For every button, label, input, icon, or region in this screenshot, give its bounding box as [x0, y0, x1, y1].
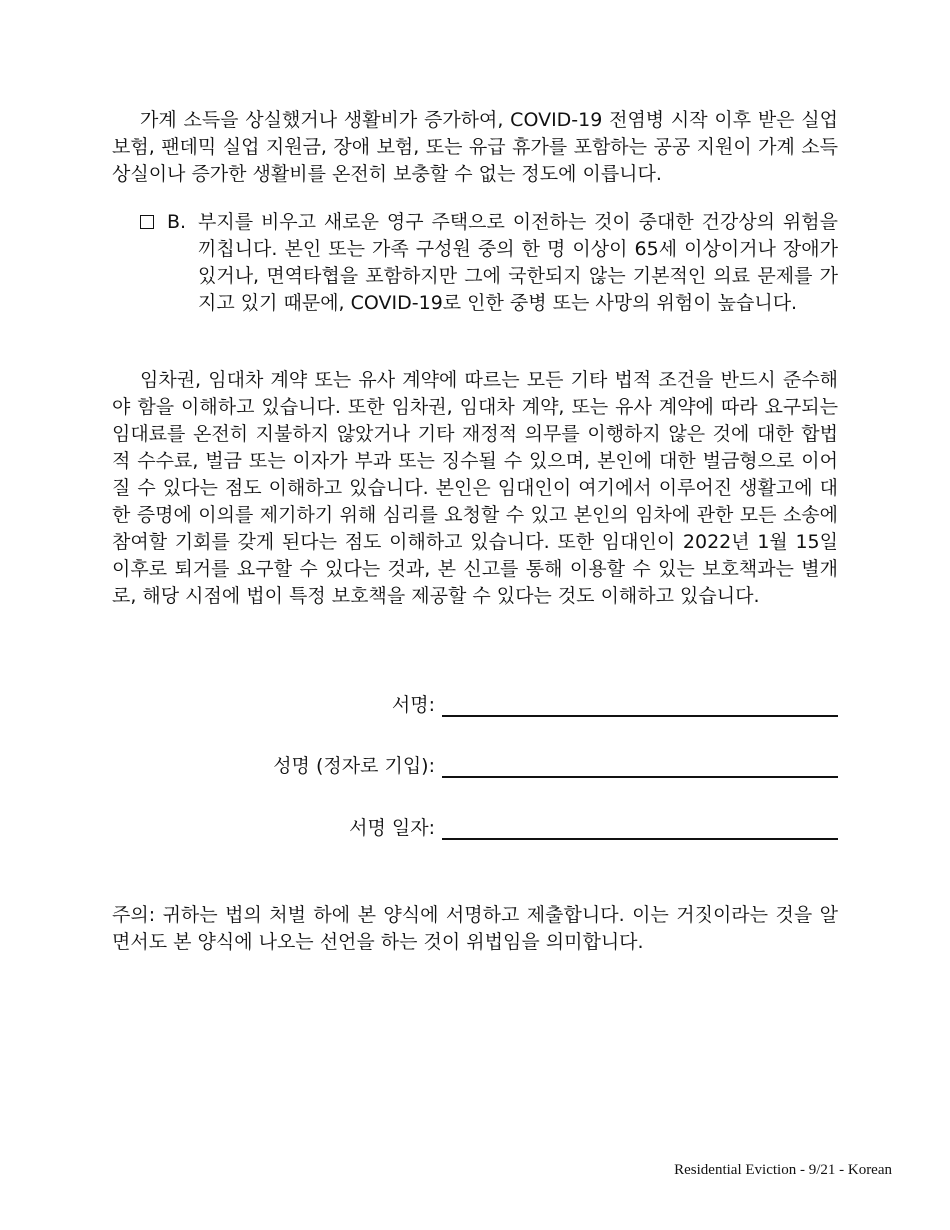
penalty-notice: 주의: 귀하는 법의 처벌 하에 본 양식에 서명하고 제출합니다. 이는 거짓이라는 것을 알면서도 본 양식에 나오는 선언을 하는 것이 위법임을 의미합니다. — [112, 904, 838, 953]
option-b-checkbox[interactable] — [140, 215, 154, 229]
option-b-letter: B. — [167, 211, 187, 233]
printed-name-line[interactable] — [442, 776, 838, 778]
date-row — [0, 815, 950, 845]
signature-line[interactable] — [442, 715, 838, 717]
signature-label: 서명: — [391, 694, 435, 716]
signature-row — [0, 692, 950, 722]
printed-name-row — [0, 753, 950, 783]
date-line[interactable] — [442, 838, 838, 840]
date-label: 서명 일자: — [349, 817, 435, 839]
option-b-text: 부지를 비우고 새로운 영구 주택으로 이전하는 것이 중대한 건강상의 위험을 끼칩니다. 본인 또는 가족 구성원 중의 한 명 이상이 65세 이상이거나 장애가 있거나, 면역타협을 포함하지만 그에 국한되지 않는 기본적인 의료 문제를 가지고 있기 때문에, COVID-19로 인한 중병 또는 사망의 위험이 높습니다. — [198, 211, 838, 314]
hardship-income-paragraph: 가계 소득을 상실했거나 생활비가 증가하여, COVID-19 전염병 시작 이후 받은 실업 보험, 팬데믹 실업 지원금, 장애 보험, 또는 유급 휴가를 포함하는 공공 지원이 가계 소득 상실이나 증가한 생활비를 온전히 보충할 수 없는 정도에 이릅니다. — [112, 109, 838, 185]
printed-name-label: 성명 (정자로 기입): — [273, 755, 435, 777]
acknowledgement-paragraph: 임차권, 임대차 계약 또는 유사 계약에 따르는 모든 기타 법적 조건을 반드시 준수해야 함을 이해하고 있습니다. 또한 임차권, 임대차 계약, 또는 유사 계약에 따라 요구되는 임대료를 온전히 지불하지 않았거나 기타 재정적 의무를 이행하지 않은 것에 대한 합법적 수수료, 벌금 또는 이자가 부과 또는 징수될 수 있으며, 본인에 대한 벌금형으로 이어질 수 있다는 점도 이해하고 있습니다. 본인은 임대인이 여기에서 이루어진 생활고에 대한 증명에 이의를 제기하기 위해 심리를 요청할 수 있고 본인의 임차에 관한 모든 소송에 참여할 기회를 갖게 된다는 점도 이해하고 있습니다. 또한 임대인이 2022년 1월 15일 이후로 퇴거를 요구할 수 있다는 것과, 본 신고를 통해 이용할 수 있는 보호책과는 별개로, 해당 시점에 법이 특정 보호책을 제공할 수 있다는 것도 이해하고 있습니다. — [112, 369, 838, 607]
page-footer: Residential Eviction - 9/21 - Korean — [674, 1162, 892, 1178]
